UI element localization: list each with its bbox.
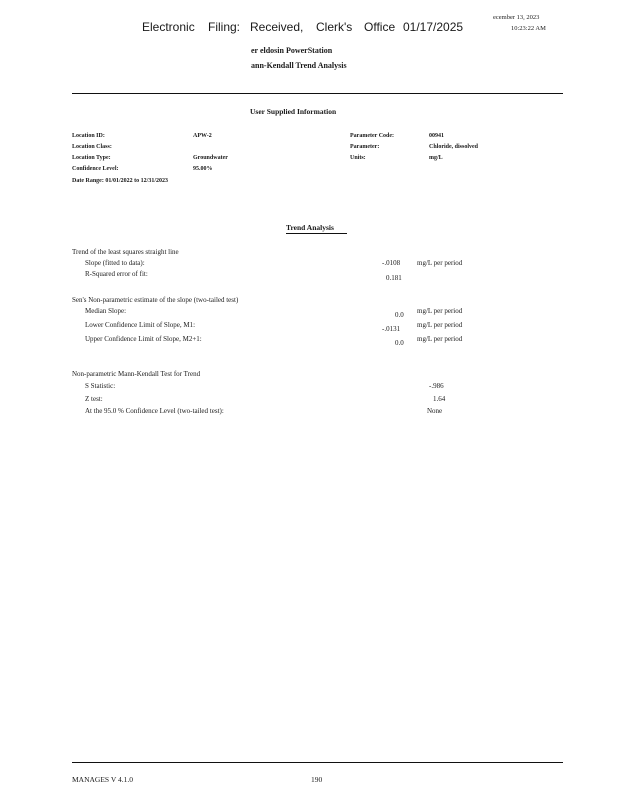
units-value: mg/L [429,155,443,161]
least-squares-title: Trend of the least squares straight line [72,248,179,256]
user-info-heading: User Supplied Information [250,107,337,116]
confidence-test-value: None [427,407,443,415]
lower-limit-label: Lower Confidence Limit of Slope, M1: [85,321,196,329]
location-type-value: Groundwater [193,155,228,161]
r-squared-label: R-Squared error of fit: [85,270,148,278]
location-id-value: APW-2 [193,133,212,139]
filing-stamp-office: Office [364,20,396,34]
header-divider [72,93,563,94]
z-test-value: 1.64 [433,395,446,403]
filing-stamp-date: 01/17/2025 [403,20,464,34]
parameter-value: Chloride, dissolved [429,144,479,150]
parameter-label: Parameter: [350,144,380,150]
footer-divider [72,762,563,763]
lower-limit-unit: mg/L per period [417,321,463,329]
lower-limit-value: -.0131 [382,325,401,333]
report-date: ecember 13, 2023 [493,14,540,21]
filing-stamp-filing: Filing: [208,20,241,34]
median-slope-label: Median Slope: [85,307,127,315]
report-title-line1: er eldosin PowerStation [251,46,333,55]
median-slope-value: 0.0 [395,311,404,319]
filing-stamp-clerks: Clerk's [316,20,353,34]
slope-value: -.0108 [382,259,401,267]
s-statistic-value: -.986 [429,382,444,390]
page-number: 190 [311,775,323,784]
software-version: MANAGES V 4.1.0 [72,775,133,784]
location-class-label: Location Class: [72,144,112,150]
s-statistic-label: S Statistic: [85,382,116,390]
median-slope-unit: mg/L per period [417,307,463,315]
report-title-line2: ann-Kendall Trend Analysis [251,61,347,70]
parameter-code-value: 00941 [429,133,444,139]
upper-limit-unit: mg/L per period [417,335,463,343]
report-time: 10:23:22 AM [511,25,546,32]
filing-stamp-received: Received, [250,20,304,34]
confidence-test-label: At the 95.0 % Confidence Level (two-tailed test): [85,407,224,415]
parameter-code-label: Parameter Code: [350,133,395,139]
confidence-level-label: Confidence Level: [72,166,119,172]
units-label: Units: [350,155,366,161]
mann-kendall-title: Non-parametric Mann-Kendall Test for Trend [72,370,201,378]
location-type-label: Location Type: [72,155,111,161]
trend-analysis-heading: Trend Analysis [286,223,347,234]
r-squared-value: 0.181 [386,274,402,282]
z-test-label: Z test: [85,395,103,403]
filing-stamp-electronic: Electronic [142,20,195,34]
sen-slope-title: Sen's Non-parametric estimate of the slope (two-tailed test) [72,296,239,304]
date-range: Date Range: 01/01/2022 to 12/31/2023 [72,178,168,184]
upper-limit-value: 0.0 [395,339,404,347]
slope-unit: mg/L per period [417,259,463,267]
upper-limit-label: Upper Confidence Limit of Slope, M2+1: [85,335,202,343]
slope-label: Slope (fitted to data): [85,259,145,267]
location-id-label: Location ID: [72,133,105,139]
confidence-level-value: 95.00% [193,166,213,172]
